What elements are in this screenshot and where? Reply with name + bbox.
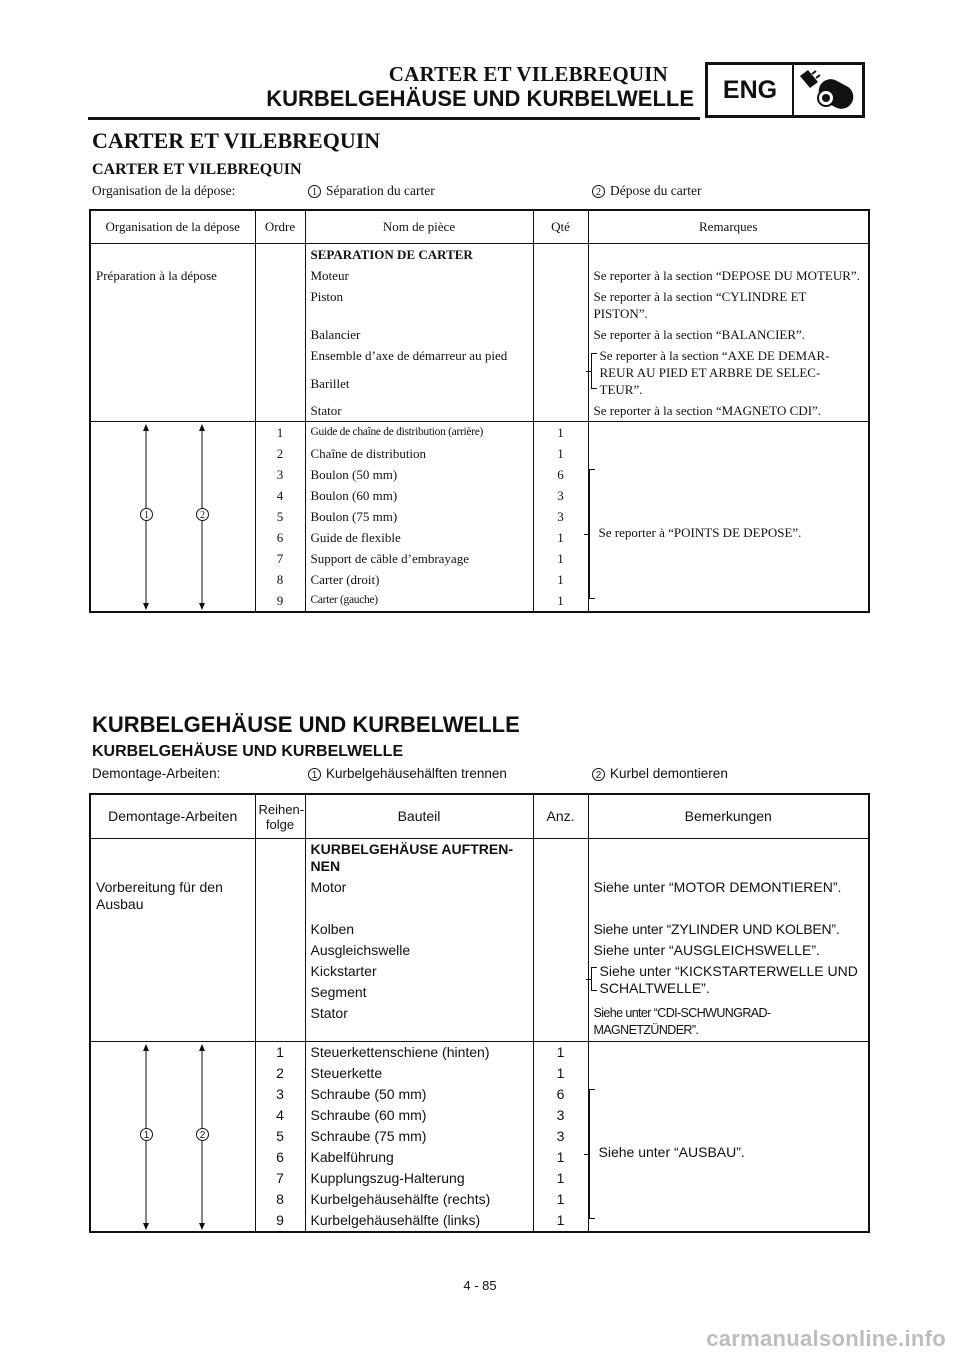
section-title-fr: CARTER ET VILEBREQUIN: [92, 128, 381, 153]
section-title-de: KURBELGEHÄUSE UND KURBELWELLE: [92, 712, 520, 737]
subsection-title-fr: CARTER ET VILEBREQUIN: [92, 161, 302, 178]
eng-badge-label: ENG: [708, 65, 794, 115]
order: 7: [255, 1168, 305, 1189]
watermark: carmanualsonline.info: [706, 1326, 946, 1351]
order: 2: [255, 443, 305, 464]
table-row: [90, 324, 869, 345]
header-title-fr: CARTER ET VILEBREQUIN: [388, 62, 668, 86]
qty: 1: [533, 1063, 588, 1084]
part-name: Motor: [305, 877, 533, 898]
crankshaft-icon: [796, 68, 862, 116]
table-row: [90, 400, 869, 422]
org-label-de: Demontage-Arbeiten:: [92, 766, 221, 781]
table-row: [90, 940, 869, 961]
table-row: [90, 961, 869, 982]
part-name: Barillet: [305, 373, 533, 401]
table-header-row: [90, 794, 869, 839]
remark-bracket: [589, 469, 595, 599]
column-header: Qté: [533, 210, 588, 244]
order: 2: [255, 1063, 305, 1084]
steps-remark-cell: [588, 1042, 869, 1233]
section-heading: SEPARATION DE CARTER: [305, 244, 533, 266]
order: 1: [255, 1042, 305, 1064]
part-name: Support de câble d’embrayage: [305, 548, 533, 569]
removal-arrows: [90, 422, 255, 613]
order: 3: [255, 1084, 305, 1105]
bracket-remark-cell: [588, 961, 869, 1003]
part-name: Boulon (75 mm): [305, 506, 533, 527]
qty: 1: [533, 548, 588, 569]
remark: Siehe unter “CDI-SCHWUNGRAD-MAGNETZÜNDER”.: [588, 1003, 869, 1042]
column-header: Organisation de la dépose: [90, 210, 255, 244]
table-row: [90, 919, 869, 940]
org-step2-label: Dépose du carter: [610, 183, 702, 198]
order: 6: [255, 527, 305, 548]
part-name: Steuerkette: [305, 1063, 533, 1084]
order: 9: [255, 590, 305, 612]
parts-table-fr: [89, 209, 870, 613]
remark: Se reporter à la section “AXE DE DEMAR-REUR AU PIED ET ARBRE DE SELEC-TEUR”.: [599, 348, 830, 397]
part-name: Kupplungszug-Halterung: [305, 1168, 533, 1189]
part-name: Kickstarter: [305, 961, 533, 982]
table-header-row: [90, 210, 869, 244]
part-name: Steuerkettenschiene (hinten): [305, 1042, 533, 1064]
column-header: Ordre: [255, 210, 305, 244]
part-name: Ensemble d’axe de démarreur au pied: [305, 345, 533, 373]
remark: Siehe unter “AUSGLEICHSWELLE”.: [588, 940, 869, 961]
order: 5: [255, 1126, 305, 1147]
qty: 1: [533, 569, 588, 590]
arrow-diagram: [91, 422, 246, 612]
part-name: Kurbelgehäusehälfte (links): [305, 1210, 533, 1232]
prep-label: Vorbereitung für den Ausbau: [90, 877, 255, 919]
org-label-fr: Organisation de la dépose:: [92, 183, 236, 198]
part-name: Boulon (60 mm): [305, 485, 533, 506]
part-name: Piston: [305, 286, 533, 324]
table-row: [90, 286, 869, 324]
step-number-badge: 2: [592, 185, 605, 198]
part-name: Moteur: [305, 265, 533, 286]
arrow-diagram: [91, 1042, 246, 1232]
part-name: Stator: [305, 400, 533, 422]
column-header: Demontage-Arbeiten: [90, 794, 255, 839]
arrow-label: 2: [196, 1128, 209, 1141]
part-name: Guide de flexible: [305, 527, 533, 548]
part-name: Chaîne de distribution: [305, 443, 533, 464]
remark: Se reporter à la section “BALANCIER”.: [588, 324, 869, 345]
part-name: Kabelführung: [305, 1147, 533, 1168]
org-step2-fr: [592, 183, 701, 199]
part-name: Guide de chaîne de distribution (arrière): [305, 422, 533, 444]
org-step1-label: Séparation du carter: [326, 183, 435, 198]
qty: 1: [533, 443, 588, 464]
header-title-de: KURBELGEHÄUSE UND KURBELWELLE: [266, 86, 694, 111]
eng-badge: [705, 62, 865, 118]
part-name: Carter (gauche): [305, 590, 533, 612]
qty: 1: [533, 1042, 588, 1064]
remark-bracket: [591, 353, 597, 389]
header-rule: [88, 117, 700, 120]
table-row: [90, 244, 869, 266]
org-step1-label: Kurbelgehäusehälften trennen: [326, 766, 507, 781]
section-heading: KURBELGEHÄUSE AUFTREN-NEN: [305, 839, 533, 878]
step-number-badge: 2: [592, 768, 605, 781]
table-row: [90, 265, 869, 286]
qty: 3: [533, 485, 588, 506]
column-header: Nom de pièce: [305, 210, 533, 244]
order: 1: [255, 422, 305, 444]
qty: 1: [533, 1147, 588, 1168]
order: 6: [255, 1147, 305, 1168]
arrow-label: 1: [140, 1128, 153, 1141]
qty: 6: [533, 1084, 588, 1105]
page-number: 4 - 85: [463, 1278, 497, 1293]
qty: 3: [533, 506, 588, 527]
part-name: Kurbelgehäusehälfte (rechts): [305, 1189, 533, 1210]
table-row: [90, 345, 869, 373]
step-number-badge: 1: [308, 185, 321, 198]
subsection-title-de: KURBELGEHÄUSE UND KURBELWELLE: [92, 743, 404, 760]
prep-label: Préparation à la dépose: [90, 265, 255, 286]
order: 5: [255, 506, 305, 527]
part-name: Schraube (50 mm): [305, 1084, 533, 1105]
order: 7: [255, 548, 305, 569]
table-row: [90, 1042, 869, 1064]
qty: 1: [533, 1189, 588, 1210]
order: 4: [255, 485, 305, 506]
column-header: Anz.: [533, 794, 588, 839]
removal-arrows: [90, 1042, 255, 1233]
remark: Siehe unter “ZYLINDER UND KOLBEN”.: [588, 919, 869, 940]
part-name: Boulon (50 mm): [305, 464, 533, 485]
org-step2-label: Kurbel demontieren: [610, 766, 728, 781]
table-row: [90, 1003, 869, 1042]
org-step1-fr: [308, 183, 435, 199]
qty: 3: [533, 1126, 588, 1147]
part-name: Schraube (75 mm): [305, 1126, 533, 1147]
table-row: [90, 422, 869, 444]
remark-bracket: [589, 1089, 595, 1219]
part-name: Stator: [305, 1003, 533, 1042]
part-name: Segment: [305, 982, 533, 1003]
bracket-remark-cell: [588, 345, 869, 400]
table-row: [90, 839, 869, 878]
org-step1-de: [308, 766, 507, 781]
order: 9: [255, 1210, 305, 1232]
remark: Se reporter à la section “MAGNETO CDI”.: [588, 400, 869, 422]
remark: Siehe unter “MOTOR DEMONTIEREN”.: [588, 877, 869, 898]
remark: Siehe unter “AUSBAU”.: [598, 1144, 745, 1160]
qty: 1: [533, 1168, 588, 1189]
column-header: Remarques: [588, 210, 869, 244]
order: 8: [255, 1189, 305, 1210]
qty: 1: [533, 1210, 588, 1232]
order: 4: [255, 1105, 305, 1126]
remark: Se reporter à la section “CYLINDRE ET PISTON”.: [588, 286, 869, 324]
qty: 1: [533, 422, 588, 444]
qty: 6: [533, 464, 588, 485]
part-name: Kolben: [305, 919, 533, 940]
part-name: Ausgleichswelle: [305, 940, 533, 961]
remark: Se reporter à la section “DEPOSE DU MOTEUR”.: [588, 265, 869, 286]
column-header: Bauteil: [305, 794, 533, 839]
arrow-label: 2: [196, 508, 209, 521]
remark-bracket: [591, 967, 597, 991]
qty: 1: [533, 527, 588, 548]
remark: Siehe unter “KICKSTARTERWELLE UND SCHALTWELLE”.: [599, 963, 858, 996]
steps-remark-cell: [588, 422, 869, 613]
part-name: Carter (droit): [305, 569, 533, 590]
remark: Se reporter à “POINTS DE DEPOSE”.: [598, 525, 802, 540]
order: 3: [255, 464, 305, 485]
arrow-label: 1: [140, 508, 153, 521]
part-name: Balancier: [305, 324, 533, 345]
order: 8: [255, 569, 305, 590]
qty: 1: [533, 590, 588, 612]
qty: 3: [533, 1105, 588, 1126]
part-name: Schraube (60 mm): [305, 1105, 533, 1126]
org-step2-de: [592, 766, 728, 781]
parts-table-de: [89, 793, 870, 1233]
column-header: Bemerkungen: [588, 794, 869, 839]
step-number-badge: 1: [308, 768, 321, 781]
table-row: [90, 877, 869, 898]
column-header: Reihen-folge: [255, 794, 305, 839]
